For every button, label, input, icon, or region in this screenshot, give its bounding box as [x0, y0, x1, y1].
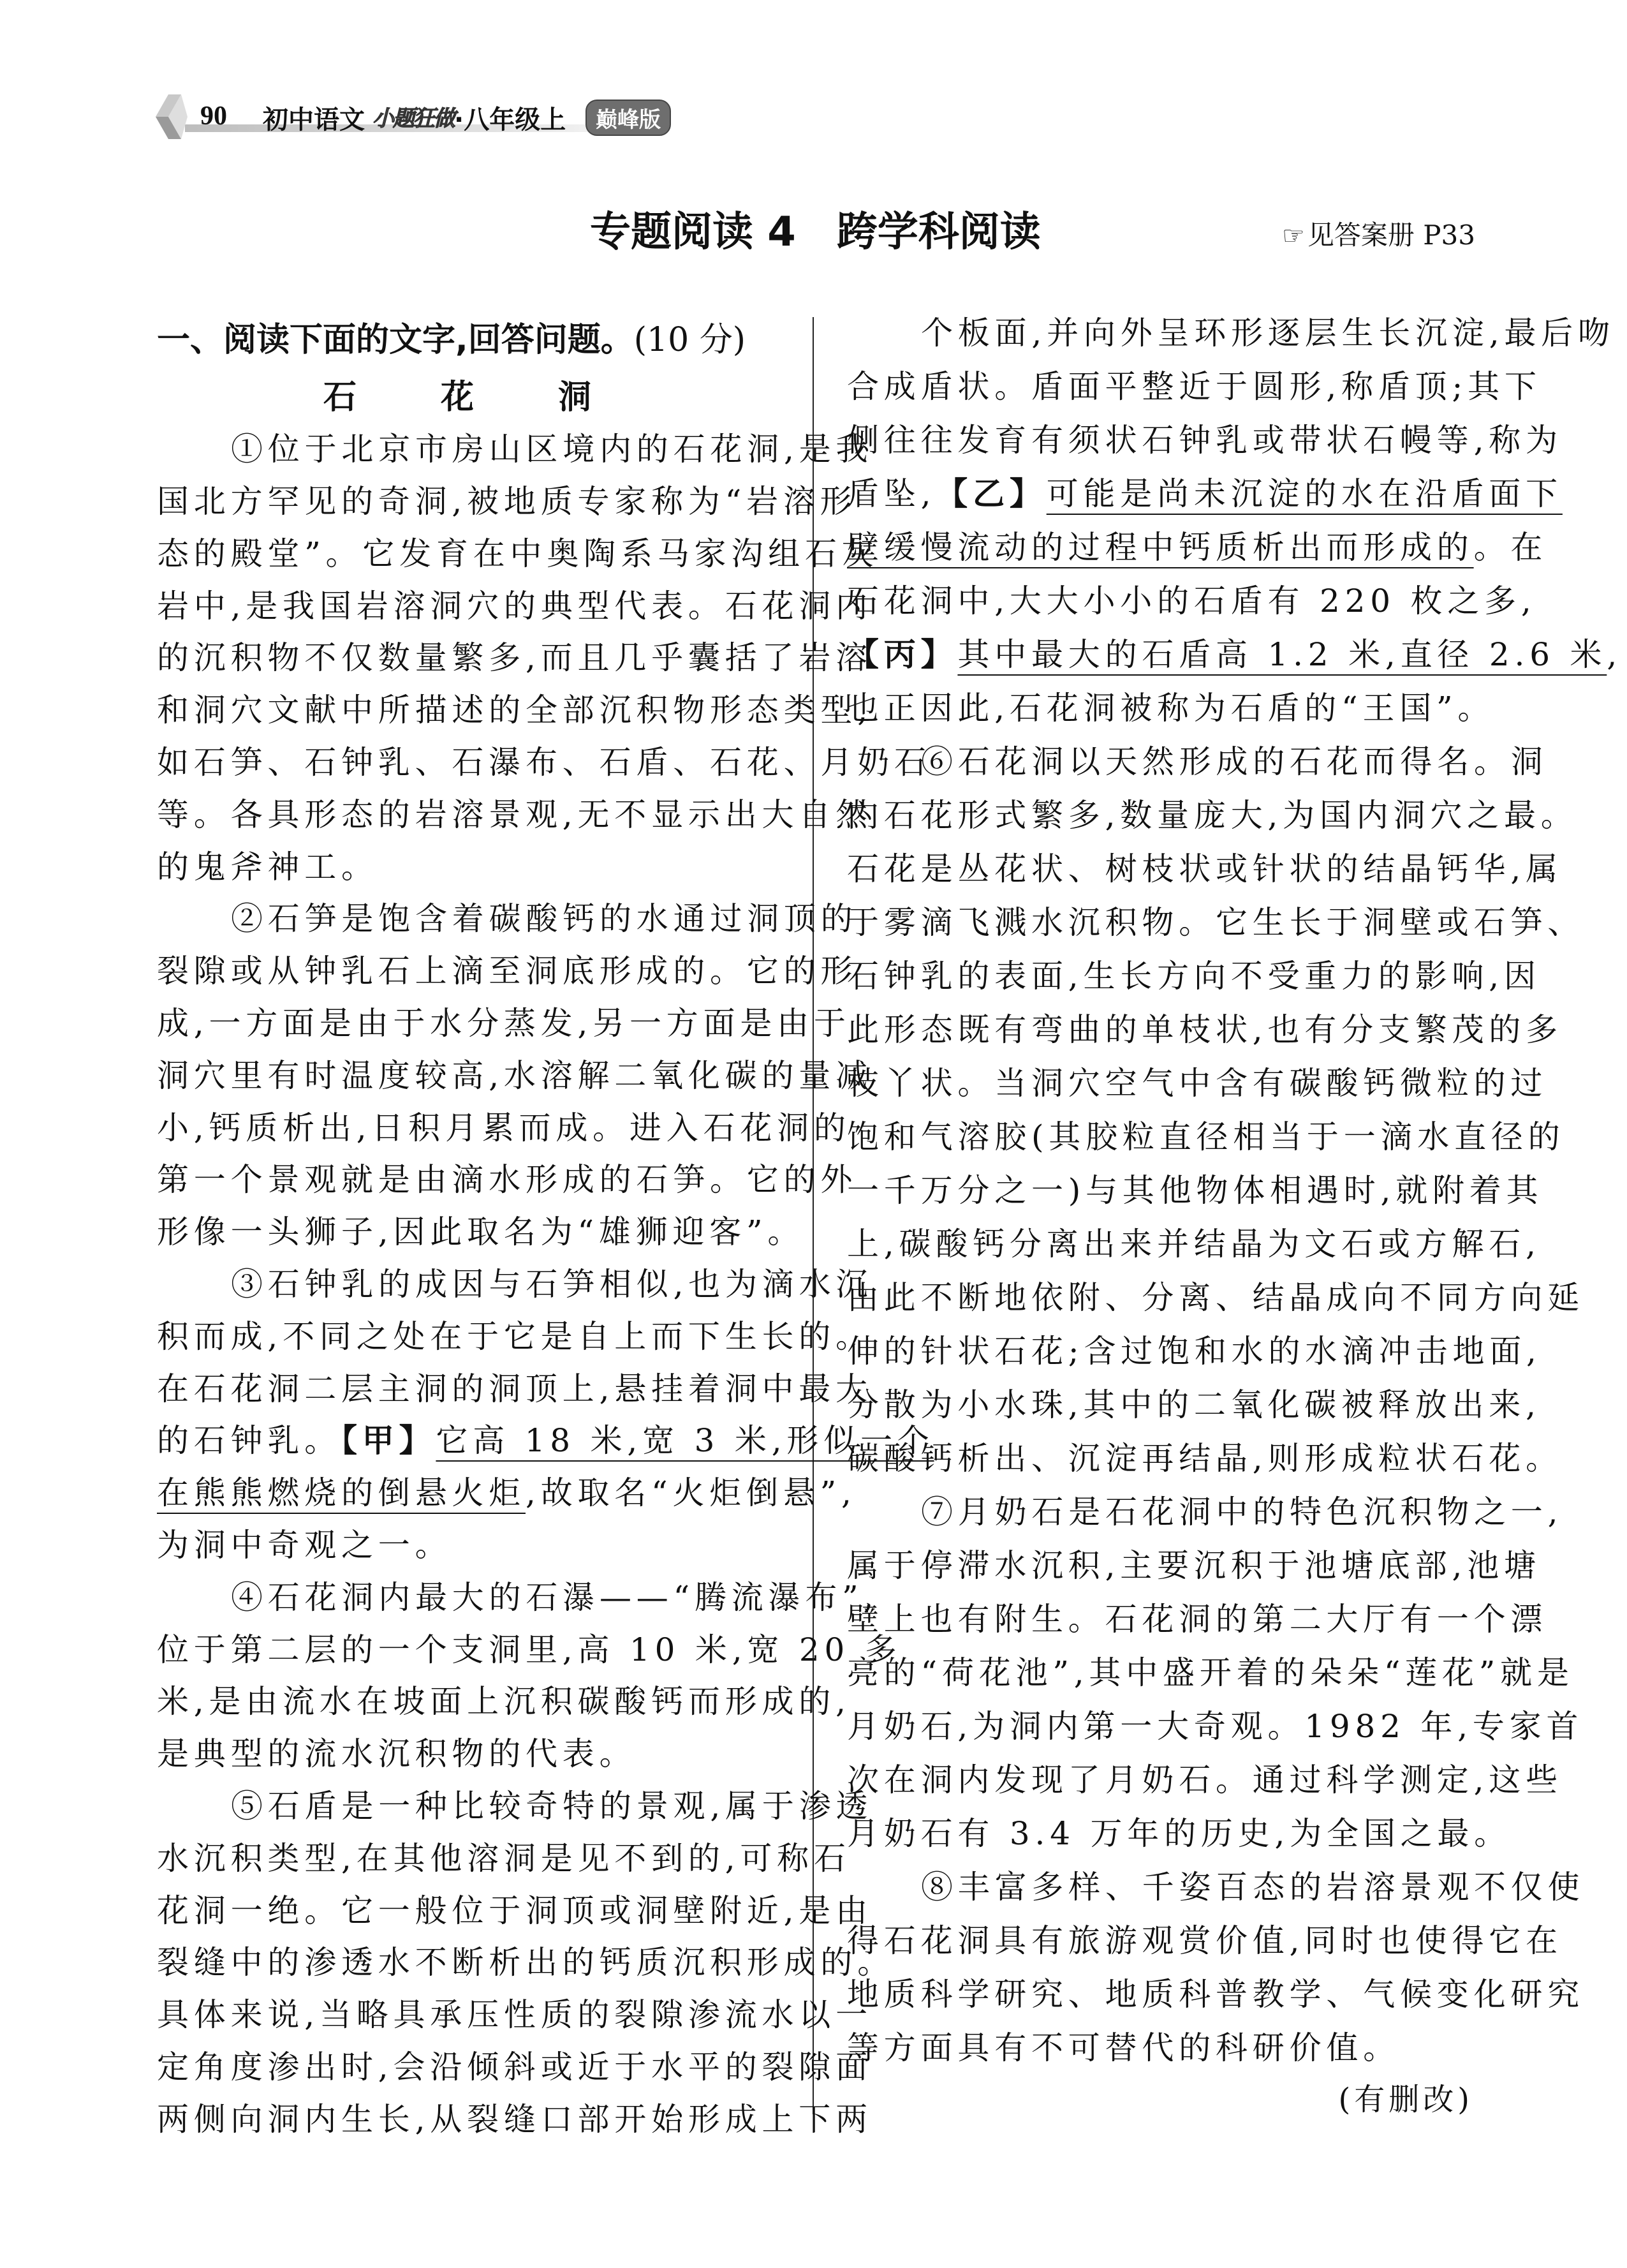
text-line [847, 1271, 1584, 1324]
text-line [847, 1646, 1574, 1700]
text-segment: ②石笋是饱含着碳酸钙的水通过洞顶的 [231, 900, 858, 938]
text-line [847, 842, 1563, 896]
text-line [847, 1700, 1584, 1753]
text-line [847, 413, 1563, 467]
text-segment: 如石笋、石钟乳、石瀑布、石盾、石花、月奶石 [157, 743, 931, 781]
edition-badge: 巅峰版 [585, 100, 671, 136]
text-segment: 碳酸钙析出、沉淀再结晶,则形成粒状石花。 [847, 1440, 1563, 1477]
text-segment: 裂缝中的渗透水不断析出的钙质沉积形成的。 [157, 1944, 894, 1982]
question-heading [157, 313, 746, 360]
text-line [847, 574, 1536, 628]
passage-marker: 【丙】 [847, 636, 958, 673]
text-segment: 是典型的流水沉积物的代表。 [157, 1735, 637, 1773]
text-line [847, 681, 1495, 735]
text-segment: 积而成,不同之处在于它是自上而下生长的。 [157, 1317, 872, 1355]
text-segment: 由此不断地依附、分离、结晶成向不同方向延 [847, 1279, 1584, 1316]
text-line [847, 1110, 1565, 1164]
text-segment: 米,是由流水在坡面上沉积碳酸钙而形成的, [157, 1683, 851, 1721]
text-line [847, 1539, 1541, 1592]
text-segment: 伸的针状石花;含过饱和水的水滴冲击地面, [847, 1333, 1542, 1370]
text-segment: 于雾滴飞溅水沉积物。它生长于洞壁或石笋、 [847, 904, 1584, 941]
text-line [847, 1753, 1563, 1807]
text-line [157, 1520, 783, 1572]
underlined-passage: 可能是尚未沉淀的水在沿盾面下 [1046, 475, 1563, 512]
text-line [921, 735, 1548, 789]
text-line [157, 1415, 934, 1467]
page-number: 90 [200, 101, 227, 131]
book-title: 初中语文 [263, 105, 365, 135]
text-segment: 的沉积物不仅数量繁多,而且几乎囊括了岩溶 [157, 639, 872, 677]
text-line [847, 896, 1584, 949]
text-line [847, 1217, 1541, 1271]
text-segment: 裂隙或从钟乳石上滴至洞底形成的。它的形 [157, 952, 858, 990]
underlined-passage: 它高 18 米,宽 3 米,形似一个 [436, 1422, 934, 1460]
text-line [157, 685, 872, 737]
text-segment: 小,钙质析出,日积月累而成。进入石花洞的 [157, 1109, 851, 1146]
text-line [157, 1102, 851, 1155]
text-segment: 的石钟乳。 [157, 1422, 341, 1460]
text-line [157, 632, 872, 685]
article-title: 石 花 洞 [323, 378, 617, 417]
passage-marker: 【乙】 [936, 475, 1047, 512]
text-line [157, 789, 872, 841]
text-segment: 态的殿堂”。它发育在中奥陶系马家沟组石灰 [157, 535, 879, 572]
text-segment: 属于停滞水沉积,主要沉积于池塘底部,池塘 [847, 1547, 1541, 1584]
pointing-hand-icon: ☞ [1282, 221, 1305, 251]
text-line [157, 1885, 872, 1938]
text-line [847, 1164, 1543, 1217]
text-segment: 。在 [1473, 529, 1548, 566]
text-line [157, 1728, 783, 1781]
text-segment: ⑥石花洞以天然形成的石花而得名。洞 [921, 743, 1548, 780]
text-segment: 一千万分之一)与其他物体相遇时,就附着其 [847, 1172, 1543, 1209]
text-segment: ⑤石盾是一种比较奇特的景观,属于渗透 [231, 1787, 873, 1825]
text-line [847, 628, 1623, 681]
underlined-passage: 其中最大的石盾高 1.2 米,直径 2.6 米 [957, 636, 1607, 673]
text-line [847, 1324, 1542, 1378]
answer-reference [1282, 214, 1475, 253]
text-line [157, 1676, 851, 1728]
text-line [157, 1833, 851, 1885]
text-segment: 内石花形式繁多,数量庞大,为国内洞穴之最。 [847, 797, 1578, 834]
text-line [231, 1572, 879, 1624]
text-segment: 亮的“荷花池”,其中盛开着的朵朵“莲花”就是 [847, 1654, 1574, 1691]
text-segment: 和洞穴文献中所描述的全部沉积物形态类型, [157, 692, 872, 729]
text-segment: 定角度渗出时,会沿倾斜或近于水平的裂隙面 [157, 2048, 872, 2086]
text-line [847, 1056, 1548, 1110]
text-segment: 花洞一绝。它一般位于洞顶或洞壁附近,是由 [157, 1892, 872, 1929]
text-line [847, 2021, 1473, 2075]
text-segment: 等。各具形态的岩溶景观,无不显示出大自然 [157, 796, 872, 833]
text-line [157, 581, 872, 633]
text-segment: 月奶石,为洞内第一大奇观。1982 年,专家首 [847, 1708, 1584, 1745]
text-line [847, 521, 1548, 574]
text-segment: , [1607, 636, 1623, 673]
text-segment: 盾坠, [847, 475, 936, 512]
text-line [847, 1807, 1511, 1860]
text-line [157, 2042, 872, 2094]
text-segment: ,故取名“火炬倒悬”, [526, 1474, 857, 1512]
text-line [157, 1311, 872, 1363]
text-segment: 具体来说,当略具承压性质的裂隙渗流水以一 [157, 1996, 872, 2034]
text-segment: 合成盾状。盾面平整近于圆形,称盾顶;其下 [847, 368, 1542, 405]
text-line [157, 1989, 872, 2042]
topic-title: 专题阅读 4 跨学科阅读 [590, 209, 1041, 256]
text-line [847, 1432, 1563, 1485]
text-segment: 水沉积类型,在其他溶洞是见不到的,可称石 [157, 1839, 851, 1877]
text-segment: ⑦月奶石是石花洞中的特色沉积物之一, [921, 1493, 1563, 1531]
text-line [847, 467, 1563, 521]
text-segment: 枝丫状。当洞穴空气中含有碳酸钙微粒的过 [847, 1065, 1548, 1102]
text-segment: ①位于北京市房山区境内的石花洞,是我 [231, 431, 873, 468]
text-segment: 岩中,是我国岩溶洞穴的典型代表。石花洞内 [157, 587, 872, 625]
text-segment: 第一个景观就是由滴水形成的石笋。它的外 [157, 1161, 858, 1199]
text-segment: 上,碳酸钙分离出来并结晶为文石或方解石, [847, 1226, 1541, 1263]
text-line [921, 306, 1615, 360]
text-line [847, 949, 1541, 1003]
text-segment: 侧往往发育有须状石钟乳或带状石幔等,称为 [847, 422, 1563, 459]
text-line [847, 360, 1542, 413]
text-line [157, 1050, 872, 1102]
text-segment: 形像一头狮子,因此取名为“雄狮迎客”。 [157, 1213, 805, 1251]
text-segment: 两侧向洞内生长,从裂缝口部开始形成上下两 [157, 2100, 872, 2138]
text-segment: 位于第二层的一个支洞里,高 10 米,宽 20 多 [157, 1631, 902, 1668]
text-segment: 石花是丛花状、树枝状或针状的结晶钙华,属 [847, 850, 1563, 887]
passage-marker: 【甲】 [341, 1422, 436, 1460]
question-text: 一、阅读下面的文字,回答问题。 [157, 321, 634, 359]
text-line [157, 841, 783, 894]
text-segment: 在石花洞二层主洞的洞顶上,悬挂着洞中最大 [157, 1370, 872, 1407]
triangles-icon [156, 94, 188, 139]
text-segment: 个板面,并向外呈环形逐层生长沉淀,最后吻 [921, 315, 1615, 352]
text-line [921, 1485, 1563, 1539]
text-segment: 石花洞中,大大小小的石盾有 220 枚之多, [847, 582, 1536, 619]
text-line [847, 1914, 1563, 1968]
answer-reference-text: 见答案册 P33 [1307, 219, 1475, 251]
text-segment: 国北方罕见的奇洞,被地质专家称为“岩溶形 [157, 482, 857, 520]
text-line [847, 1592, 1548, 1646]
text-segment: 壁上也有附生。石花洞的第二大厅有一个漂 [847, 1601, 1548, 1638]
text-line [157, 476, 857, 528]
text-segment: 的鬼斧神工。 [157, 848, 378, 886]
text-line [157, 1937, 894, 1989]
text-line [921, 1860, 1585, 1914]
text-line [231, 1259, 873, 1311]
text-line [231, 893, 858, 945]
text-segment: ③石钟乳的成因与石笋相似,也为滴水沉 [231, 1265, 873, 1303]
text-segment: 等方面具有不可替代的科研价值。 [847, 2029, 1400, 2066]
text-segment: 月奶石有 3.4 万年的历史,为全国之最。 [847, 1815, 1511, 1852]
text-segment: 也正因此,石花洞被称为石盾的“王国”。 [847, 690, 1495, 727]
text-line [847, 1968, 1584, 2021]
text-segment: 地质科学研究、地质科普教学、气候变化研究 [847, 1976, 1584, 2013]
text-segment: 次在洞内发现了月奶石。通过科学测定,这些 [847, 1761, 1563, 1798]
underlined-passage: 壁缓慢流动的过程中钙质析出而形成的 [847, 529, 1474, 566]
text-segment: 为洞中奇观之一。 [157, 1526, 452, 1564]
underlined-passage: 在熊熊燃烧的倒悬火炬 [157, 1474, 526, 1512]
text-line [157, 945, 858, 998]
source-note: (有删改) [1338, 2082, 1473, 2117]
text-line [157, 1467, 857, 1520]
series-logo: 小题狂做 [372, 106, 454, 131]
text-line [157, 1363, 872, 1416]
text-line [847, 1003, 1563, 1056]
text-line [157, 1624, 902, 1677]
text-segment: ⑧丰富多样、千姿百态的岩溶景观不仅使 [921, 1869, 1585, 1906]
text-line [157, 998, 851, 1050]
text-line [157, 1154, 858, 1206]
text-segment: 洞穴里有时温度较高,水溶解二氧化碳的量减 [157, 1056, 872, 1094]
text-segment: ④石花洞内最大的石瀑——“腾流瀑布”, [231, 1578, 879, 1616]
text-line [157, 2094, 872, 2146]
text-segment: 石钟乳的表面,生长方向不受重力的影响,因 [847, 958, 1541, 995]
grade-label: ·八年级上 [454, 105, 566, 135]
text-segment: 此形态既有弯曲的单枝状,也有分支繁茂的多 [847, 1011, 1563, 1048]
text-line [157, 1206, 805, 1259]
text-line [157, 528, 879, 581]
text-line [847, 789, 1578, 842]
text-segment: 成,一方面是由于水分蒸发,另一方面是由于 [157, 1004, 851, 1042]
text-line [231, 424, 873, 476]
text-segment: 饱和气溶胶(其胶粒直径相当于一滴水直径的 [847, 1118, 1565, 1155]
text-line [847, 1378, 1541, 1432]
text-line [231, 1781, 873, 1833]
question-score: (10 分) [633, 321, 746, 359]
text-segment: 得石花洞具有旅游观赏价值,同时也使得它在 [847, 1922, 1563, 1959]
text-line [157, 737, 931, 789]
text-segment: 分散为小水珠,其中的二氧化碳被释放出来, [847, 1386, 1541, 1423]
